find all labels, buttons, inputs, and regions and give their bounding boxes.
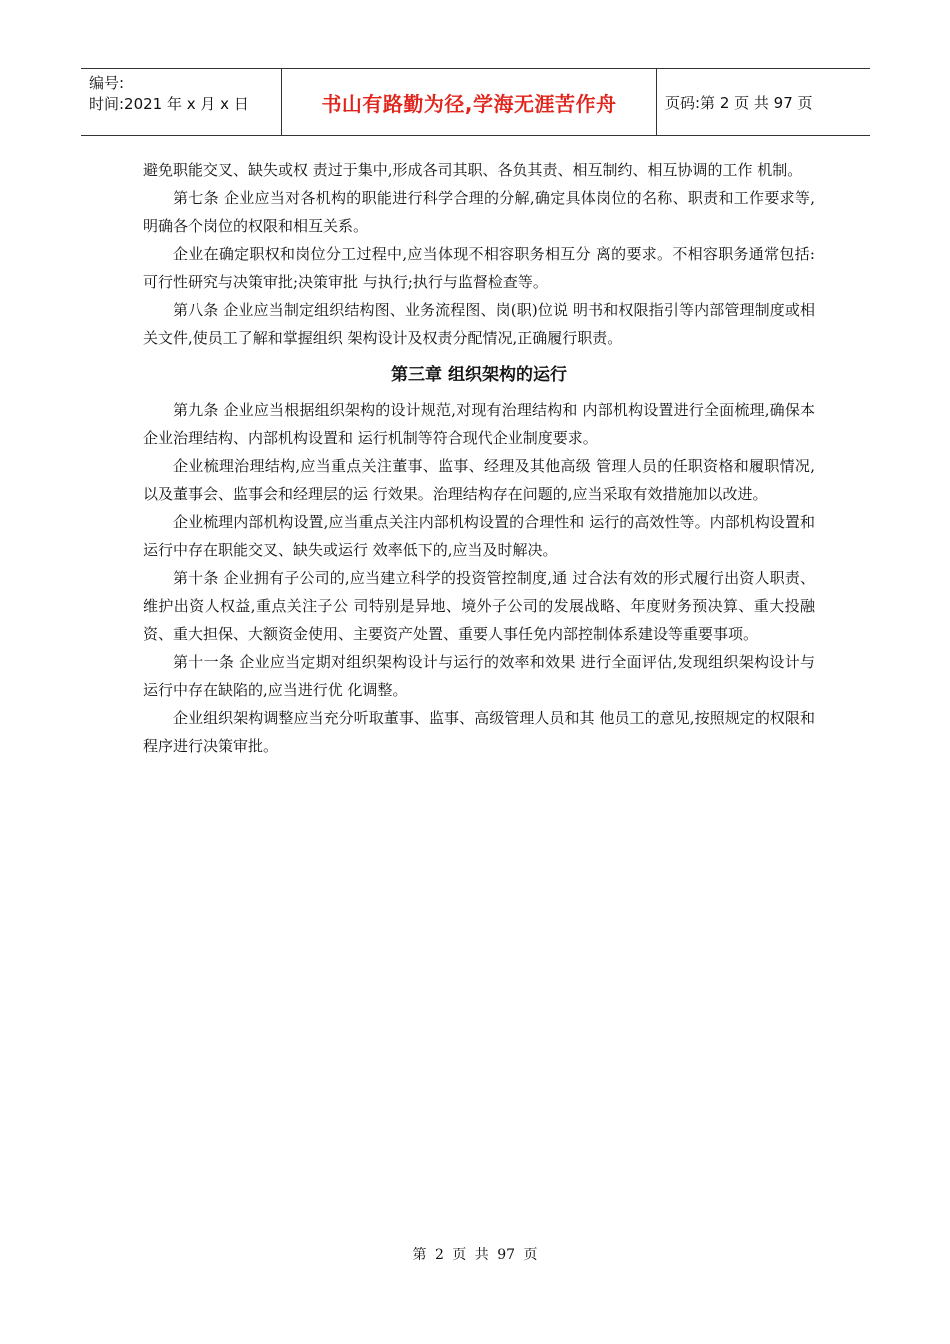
header-meta [81, 69, 282, 135]
header-page-info: 页码:第 2 页 共 97 页 [665, 93, 813, 112]
header-motto: 书山有路勤为径,学海无涯苦作舟 [321, 91, 617, 116]
document-body [143, 156, 815, 760]
paragraph: 第八条 企业应当制定组织结构图、业务流程图、岗(职)位说 明书和权限指引等内部管理制度或相关文件,使员工了解和掌握组织 架构设计及权责分配情况,正确履行职责。 [143, 301, 815, 347]
header-motto-cell [282, 69, 657, 135]
page-footer: 第 2 页 共 97 页 [412, 1247, 538, 1263]
paragraph: 第七条 企业应当对各机构的职能进行科学合理的分解,确定具体岗位的名称、职责和工作要求等,明确各个岗位的权限和相互关系。 [143, 189, 815, 235]
chapter-title: 第三章 组织架构的运行 [391, 365, 567, 385]
document-number-label: 编号: [89, 74, 125, 92]
paragraph: 第九条 企业应当根据组织架构的设计规范,对现有治理结构和 内部机构设置进行全面梳理,确保本企业治理结构、内部机构设置和 运行机制等符合现代企业制度要求。 [143, 401, 815, 447]
paragraph: 企业梳理内部机构设置,应当重点关注内部机构设置的合理性和 运行的高效性等。内部机构设置和运行中存在职能交叉、缺失或运行 效率低下的,应当及时解决。 [143, 513, 815, 559]
paragraph: 企业梳理治理结构,应当重点关注董事、监事、经理及其他高级 管理人员的任职资格和履职情况,以及董事会、监事会和经理层的运 行效果。治理结构存在问题的,应当采取有效措施加以改进。 [143, 457, 815, 503]
paragraph: 避免职能交叉、缺失或权 责过于集中,形成各司其职、各负其责、相互制约、相互协调的工作 机制。 [143, 161, 803, 179]
paragraph: 第十条 企业拥有子公司的,应当建立科学的投资管控制度,通 过合法有效的形式履行出资人职责、维护出资人权益,重点关注子公 司特别是异地、境外子公司的发展战略、年度财务预决算、重大投融 资、重大担保、大额资金使用、主要资产处置、重要人事任免内部控制体系建设等重要事项。 [143, 569, 815, 643]
paragraph: 企业在确定职权和岗位分工过程中,应当体现不相容职务相互分 离的要求。不相容职务通常包括:可行性研究与决策审批;决策审批 与执行;执行与监督检查等。 [143, 245, 815, 291]
paragraph: 第十一条 企业应当定期对组织架构设计与运行的效率和效果 进行全面评估,发现组织架构设计与运行中存在缺陷的,应当进行优 化调整。 [143, 653, 815, 699]
page-header [81, 68, 870, 136]
paragraph: 企业组织架构调整应当充分听取董事、监事、高级管理人员和其 他员工的意见,按照规定的权限和程序进行决策审批。 [143, 709, 815, 755]
document-date: 时间:2021 年 x 月 x 日 [89, 95, 249, 113]
